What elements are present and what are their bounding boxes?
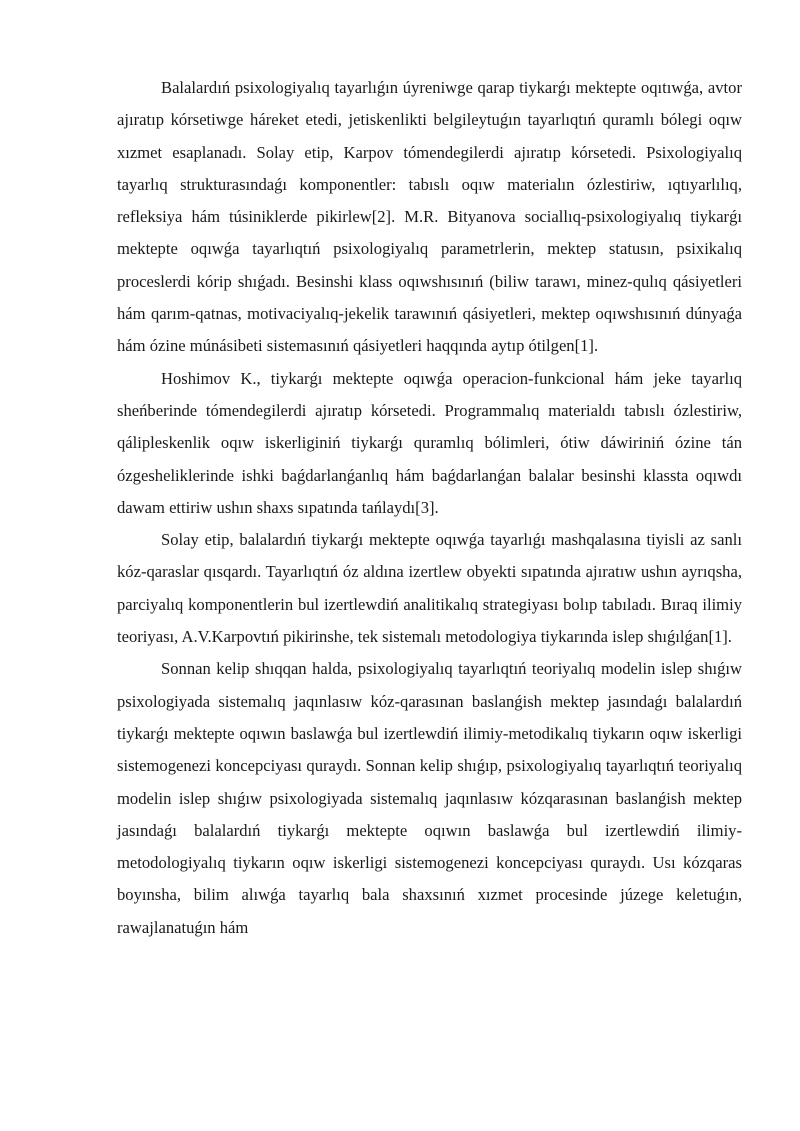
- paragraph-3: Solay etip, balalardıń tiykarǵı mektepte oqıwǵa tayarlıǵı mashqalasına tiyisli az sanlı kóz-qaraslar qısqardı. Tayarlıqtıń óz aldına izertlew obyekti sıpatında ajıratıw ushın ayrıqsha, parciyalıq komponentlerin bul izertlewdiń analitikalıq strategiyası bolıp tabıladı. Bıraq ilimiy teoriyası, A.V.Karpovtıń pikirinshe, tek sistemalı metodologiya tiykarında islep shıǵılǵan[1].: [117, 530, 742, 647]
- paragraph-2: Hoshimov K., tiykarǵı mektepte oqıwǵa operacion-funkcional hám jeke tayarlıq sheńberinde tómendegilerdi ajıratıp kórsetedi. Programmalıq materialdı tabıslı ózlestiriw, qálipleskenlik oqıw iskerliginiń tiykarǵı quramlıq bólimleri, ótiw dáwiriniń ózine tán ózgesheliklerinde ishki baǵdarlanǵanlıq hám baǵdarlanǵan balalar besinshi klassta oqıwdı dawam ettiriw ushın shaxs sıpatında tańlaydı[3].: [117, 368, 742, 517]
- paragraph-4: Sonnan kelip shıqqan halda, psixologiyalıq tayarlıqtıń teoriyalıq modelin islep shıǵıw psixologiyada sistemalıq jaqınlasıw kóz-qarasınan baslanǵish mektep jasındaǵı balalardıń tiykarǵı mektepte oqıwın baslawǵa bul izertlewdiń ilimiy-metodikalıq tiykarın oqıw iskerligi sistemogenezi koncepciyası quraydı. Sonnan kelip shıǵıp, psixologiyalıq tayarlıqtıń teoriyalıq modelin islep shıǵıw psixologiyada sistemalıq jaqınlasıw kózqarasınan baslanǵish mektep jasındaǵı balalardıń tiykarǵı mektepte oqıwın baslawǵa bul izertlewdiń ilimiy-metodologiyalıq tiykarın oqıw iskerligi sistemogenezi koncepciyası quraydı. Usı kózqaras boyınsha, bilim alıwǵa tayarlıq bala shaxsınıń xızmet procesinde júzege keletuǵın, rawajlanatuǵın hám: [117, 659, 742, 937]
- document-body: [117, 72, 742, 944]
- paragraph-1: Balalardıń psixologiyalıq tayarlıǵın úyreniwge qarap tiykarǵı mektepte oqıtıwǵa, avtor ajıratıp kórsetiwge háreket etedi, jetiskenlikti belgileytuǵın tayarlıqtıń quramlı bólegi oqıw xızmet esaplanadı. Solay etip, Karpov tómendegilerdi ajıratıp kórsetedi. Psixologiyalıq tayarlıq strukturasındaǵı komponentler: tabıslı oqıw materialın ózlestiriw, ıqtıyarlılıq, refleksiya hám túsiniklerde pikirlew[2]. M.R. Bityanova sociallıq-psixologiyalıq tiykarǵı mektepte oqıwǵa tayarlıqtıń psixologiyalıq parametrlerin, mektep statusın, psixikalıq proceslerdi kórip shıǵadı. Besinshi klass oqıwshısınıń (biliw tarawı, minez-qulıq qásiyetleri hám qarım-qatnas, motivaciyalıq-jekelik tarawınıń qásiyetleri, mektep oqıwshısınıń dúnyaǵa hám ózine múnásibeti sistemasınıń qásiyetleri haqqında aytıp ótilgen[1].: [117, 78, 742, 356]
